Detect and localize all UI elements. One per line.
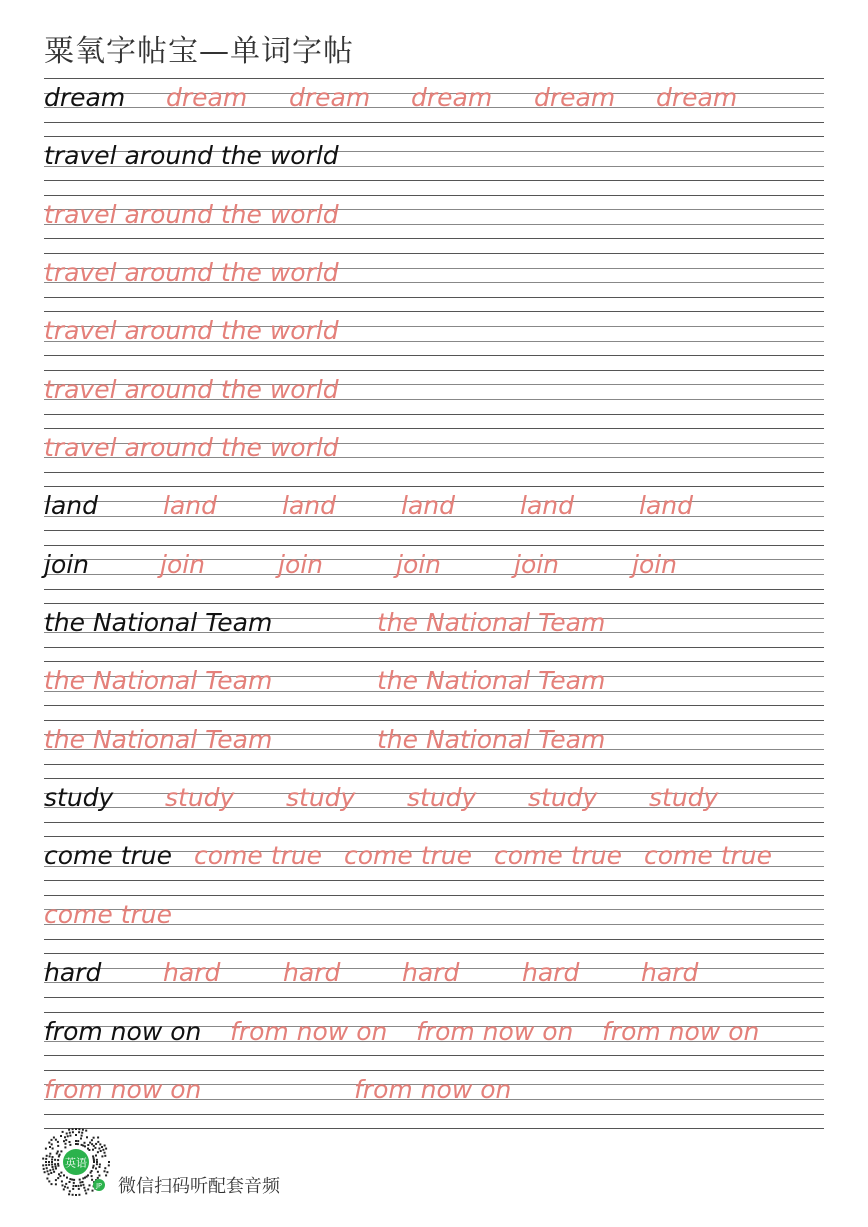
guide-line [44, 764, 824, 765]
trace-word: study [286, 783, 356, 813]
trace-word: dream [534, 83, 616, 112]
trace-word: join [396, 549, 442, 579]
trace-word: hard [163, 958, 221, 988]
model-word: dream [44, 83, 126, 112]
guide-line [44, 355, 824, 356]
guide-line [44, 997, 824, 998]
practice-row [44, 136, 824, 194]
practice-row [44, 486, 824, 544]
model-word: join [44, 549, 90, 579]
trace-word: come true [644, 841, 773, 871]
practice-row [44, 195, 824, 253]
guide-line [44, 953, 824, 954]
trace-word: the National Team [377, 608, 606, 638]
qr-small-badge: JP [96, 1181, 102, 1190]
practice-sheet [44, 78, 824, 1129]
guide-line [44, 414, 824, 415]
trace-word: hard [522, 958, 580, 988]
trace-word: come true [194, 841, 323, 871]
guide-line [44, 370, 824, 371]
guide-line [44, 297, 824, 298]
model-word: come true [44, 841, 173, 871]
trace-word: hard [641, 958, 699, 988]
trace-word: travel around the world [44, 433, 339, 463]
footer [40, 1126, 820, 1206]
practice-row [44, 953, 824, 1011]
practice-row [44, 661, 824, 719]
guide-line [44, 705, 824, 706]
qr-code-icon [40, 1126, 112, 1198]
trace-word: from now on [354, 1074, 512, 1104]
practice-row [44, 370, 824, 428]
footer-text: 微信扫码听配套音频 [118, 1176, 280, 1197]
guide-line [44, 895, 824, 896]
guide-line [44, 238, 824, 239]
guide-line [44, 1055, 824, 1056]
model-word: from now on [44, 1016, 202, 1046]
trace-word: from now on [44, 1074, 202, 1104]
practice-row [44, 1012, 824, 1070]
practice-row [44, 603, 824, 661]
trace-word: travel around the world [44, 374, 339, 404]
guide-line [44, 1012, 824, 1013]
trace-word: travel around the world [44, 316, 339, 346]
practice-row [44, 836, 824, 894]
trace-word: come true [44, 899, 173, 929]
trace-word: travel around the world [44, 258, 339, 288]
trace-word: travel around the world [44, 199, 339, 229]
guide-line [44, 486, 824, 487]
trace-word: from now on [416, 1016, 574, 1046]
trace-word: come true [344, 841, 473, 871]
trace-word: the National Team [44, 724, 273, 754]
guide-line [44, 1114, 824, 1115]
guide-line [44, 647, 824, 648]
guide-line [44, 589, 824, 590]
guide-line [44, 180, 824, 181]
model-word: land [44, 491, 98, 521]
guide-line [44, 778, 824, 779]
guide-line [44, 939, 824, 940]
guide-line [44, 545, 824, 546]
guide-line [44, 472, 824, 473]
trace-word: dream [656, 83, 738, 112]
trace-word: the National Team [377, 666, 606, 696]
practice-row [44, 1070, 824, 1128]
practice-row [44, 545, 824, 603]
practice-row [44, 253, 824, 311]
practice-row [44, 78, 824, 136]
practice-row [44, 778, 824, 836]
guide-line [44, 122, 824, 123]
guide-line [44, 428, 824, 429]
guide-line [44, 253, 824, 254]
trace-word: join [278, 549, 324, 579]
trace-word: join [632, 549, 678, 579]
practice-row [44, 428, 824, 486]
guide-line [44, 195, 824, 196]
guide-line [44, 720, 824, 721]
trace-word: study [528, 783, 598, 813]
trace-word: land [520, 491, 574, 521]
trace-word: study [407, 783, 477, 813]
guide-line [44, 1070, 824, 1071]
practice-row [44, 895, 824, 953]
trace-word: dream [289, 83, 371, 112]
trace-word: join [160, 549, 206, 579]
guide-line [44, 78, 824, 79]
trace-word: come true [494, 841, 623, 871]
guide-line [44, 836, 824, 837]
trace-word: hard [402, 958, 460, 988]
guide-line [44, 822, 824, 823]
page-title: 粟氧字帖宝—单词字帖 [44, 34, 354, 69]
guide-line [44, 603, 824, 604]
model-word: study [44, 783, 114, 813]
model-word: hard [44, 958, 102, 988]
trace-word: land [282, 491, 336, 521]
qr-badge-text: 英语 [65, 1156, 87, 1170]
trace-word: join [514, 549, 560, 579]
trace-word: the National Team [377, 724, 606, 754]
guide-line [44, 530, 824, 531]
guide-line [44, 311, 824, 312]
model-word: travel around the world [44, 141, 339, 171]
guide-line [44, 136, 824, 137]
model-word: the National Team [44, 608, 273, 638]
trace-word: study [165, 783, 235, 813]
practice-row [44, 720, 824, 778]
trace-word: the National Team [44, 666, 273, 696]
trace-word: land [163, 491, 217, 521]
practice-row [44, 311, 824, 369]
trace-word: from now on [602, 1016, 760, 1046]
trace-word: land [401, 491, 455, 521]
guide-line [44, 661, 824, 662]
guide-line [44, 880, 824, 881]
trace-word: land [639, 491, 693, 521]
trace-word: dream [411, 83, 493, 112]
trace-word: from now on [230, 1016, 388, 1046]
trace-word: hard [283, 958, 341, 988]
trace-word: study [649, 783, 719, 813]
trace-word: dream [166, 83, 248, 112]
